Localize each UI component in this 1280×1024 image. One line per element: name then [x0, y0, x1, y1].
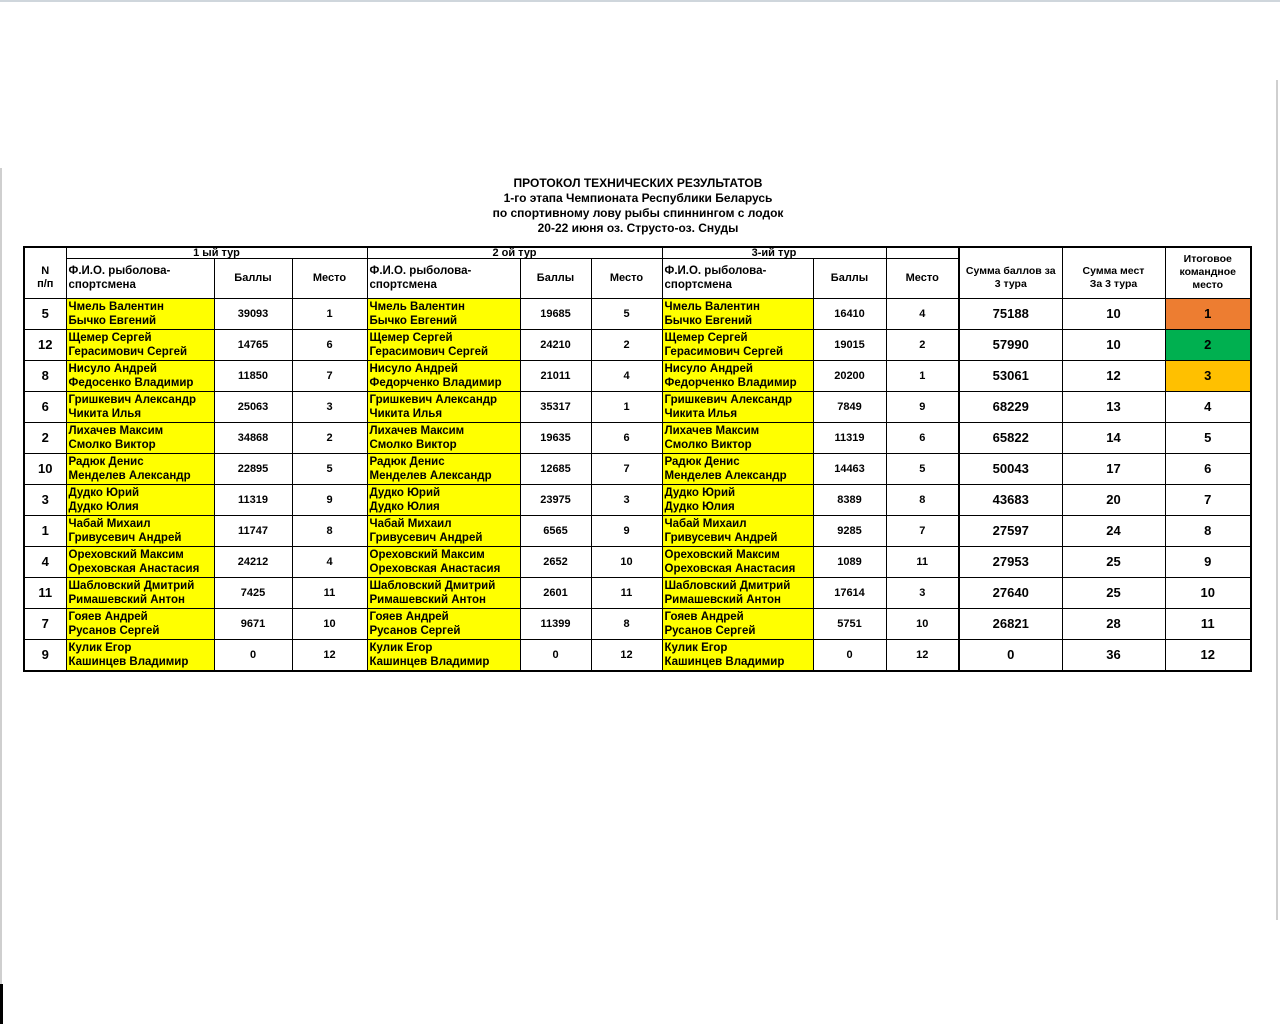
header-fio-1: [66, 259, 214, 299]
table-row: [24, 391, 1251, 422]
round1-name: Шабловский Дмитрий Римашевский Антон: [66, 577, 214, 608]
window-right-edge: [1276, 80, 1278, 920]
header-round-3-place-top: [886, 247, 959, 259]
round2-name: Гояев Андрей Русанов Сергей: [367, 608, 520, 639]
round3-points: 14463: [813, 453, 886, 484]
sum-points: 65822: [959, 422, 1062, 453]
table-row: [24, 422, 1251, 453]
sum-places: 10: [1062, 298, 1165, 329]
round1-place: 2: [292, 422, 367, 453]
title-line-2: 1-го этапа Чемпионата Республики Беларусь: [503, 191, 773, 205]
sum-points: 57990: [959, 329, 1062, 360]
header-fio-1-label: Ф.И.О. рыболова- спортсмена: [68, 265, 171, 292]
final-place: 4: [1165, 391, 1251, 422]
round2-points: 11399: [520, 608, 591, 639]
round3-points: 0: [813, 639, 886, 671]
header-round-2: 2 ой тур: [367, 247, 662, 259]
round3-name: Гришкевич Александр Чикита Илья: [662, 391, 813, 422]
round1-place: 9: [292, 484, 367, 515]
header-place-1: Место: [292, 259, 367, 299]
window-left-edge-dark: [0, 984, 3, 1024]
table-row: [24, 546, 1251, 577]
round1-place: 1: [292, 298, 367, 329]
round2-points: 12685: [520, 453, 591, 484]
team-number: 4: [24, 546, 66, 577]
round3-points: 1089: [813, 546, 886, 577]
final-place: 8: [1165, 515, 1251, 546]
sum-points: 53061: [959, 360, 1062, 391]
round2-name: Чабай Михаил Гривусевич Андрей: [367, 515, 520, 546]
sum-places: 25: [1062, 546, 1165, 577]
round3-name: Ореховский Максим Ореховская Анастасия: [662, 546, 813, 577]
header-n-label: N п/п: [37, 265, 54, 290]
table-row: [24, 329, 1251, 360]
final-place: 7: [1165, 484, 1251, 515]
round3-name: Радюк Денис Менделев Александр: [662, 453, 813, 484]
team-number: 12: [24, 329, 66, 360]
round3-name: Шабловский Дмитрий Римашевский Антон: [662, 577, 813, 608]
header-round-1: 1 ый тур: [66, 247, 367, 259]
round2-points: 0: [520, 639, 591, 671]
round2-place: 6: [591, 422, 662, 453]
sum-places: 17: [1062, 453, 1165, 484]
round1-name: Чабай Михаил Гривусевич Андрей: [66, 515, 214, 546]
header-n-top: [24, 247, 66, 259]
round1-place: 12: [292, 639, 367, 671]
round3-points: 20200: [813, 360, 886, 391]
round3-place: 2: [886, 329, 959, 360]
sum-places: 12: [1062, 360, 1165, 391]
sum-places: 28: [1062, 608, 1165, 639]
results-table: [23, 246, 1252, 672]
round3-points: 19015: [813, 329, 886, 360]
sum-points: 0: [959, 639, 1062, 671]
title-line-4: 20-22 июня оз. Струсто-оз. Снуды: [537, 221, 739, 235]
table-row: [24, 608, 1251, 639]
round1-name: Чмель Валентин Бычко Евгений: [66, 298, 214, 329]
round3-place: 7: [886, 515, 959, 546]
round2-points: 19685: [520, 298, 591, 329]
round3-name: Лихачев Максим Смолко Виктор: [662, 422, 813, 453]
round2-place: 5: [591, 298, 662, 329]
team-number: 6: [24, 391, 66, 422]
round1-points: 11850: [214, 360, 292, 391]
sum-places: 14: [1062, 422, 1165, 453]
team-number: 11: [24, 577, 66, 608]
round1-place: 5: [292, 453, 367, 484]
round3-place: 12: [886, 639, 959, 671]
team-number: 10: [24, 453, 66, 484]
round3-name: Нисуло Андрей Федорченко Владимир: [662, 360, 813, 391]
round3-place: 1: [886, 360, 959, 391]
table-row: [24, 515, 1251, 546]
table-row: [24, 360, 1251, 391]
round2-place: 4: [591, 360, 662, 391]
header-n: [24, 259, 66, 299]
round1-place: 6: [292, 329, 367, 360]
sum-points: 27953: [959, 546, 1062, 577]
table-row: [24, 298, 1251, 329]
sum-points: 68229: [959, 391, 1062, 422]
round2-points: 35317: [520, 391, 591, 422]
sum-places: 24: [1062, 515, 1165, 546]
sum-places: 36: [1062, 639, 1165, 671]
round3-points: 9285: [813, 515, 886, 546]
round1-points: 25063: [214, 391, 292, 422]
header-sum-points: [959, 259, 1062, 299]
round1-points: 22895: [214, 453, 292, 484]
round2-place: 7: [591, 453, 662, 484]
sum-points: 26821: [959, 608, 1062, 639]
round1-place: 8: [292, 515, 367, 546]
round1-points: 0: [214, 639, 292, 671]
round3-name: Щемер Сергей Герасимович Сергей: [662, 329, 813, 360]
round2-name: Нисуло Андрей Федорченко Владимир: [367, 360, 520, 391]
round2-name: Ореховский Максим Ореховская Анастасия: [367, 546, 520, 577]
round3-name: Гояев Андрей Русанов Сергей: [662, 608, 813, 639]
sum-places: 25: [1062, 577, 1165, 608]
window-left-edge: [0, 168, 2, 1024]
team-number: 7: [24, 608, 66, 639]
round2-points: 6565: [520, 515, 591, 546]
round3-points: 5751: [813, 608, 886, 639]
round1-place: 10: [292, 608, 367, 639]
round1-name: Радюк Денис Менделев Александр: [66, 453, 214, 484]
round3-points: 16410: [813, 298, 886, 329]
round1-points: 34868: [214, 422, 292, 453]
final-place: 5: [1165, 422, 1251, 453]
round1-name: Нисуло Андрей Федосенко Владимир: [66, 360, 214, 391]
round3-name: Кулик Егор Кашинцев Владимир: [662, 639, 813, 671]
round1-place: 7: [292, 360, 367, 391]
final-place: 3: [1165, 360, 1251, 391]
round3-place: 5: [886, 453, 959, 484]
final-place: 9: [1165, 546, 1251, 577]
round1-name: Лихачев Максим Смолко Виктор: [66, 422, 214, 453]
header-fio-3-label: Ф.И.О. рыболова- спортсмена: [664, 265, 767, 292]
header-sum-places: [1062, 259, 1165, 299]
header-round-3: 3-ий тур: [662, 247, 886, 259]
title-line-1: ПРОТОКОЛ ТЕХНИЧЕСКИХ РЕЗУЛЬТАТОВ: [513, 176, 763, 190]
round2-points: 21011: [520, 360, 591, 391]
round1-name: Кулик Егор Кашинцев Владимир: [66, 639, 214, 671]
round2-place: 2: [591, 329, 662, 360]
round2-place: 11: [591, 577, 662, 608]
round3-place: 8: [886, 484, 959, 515]
round2-place: 10: [591, 546, 662, 577]
round1-points: 39093: [214, 298, 292, 329]
round2-points: 23975: [520, 484, 591, 515]
final-place: 1: [1165, 298, 1251, 329]
round1-name: Дудко Юрий Дудко Юлия: [66, 484, 214, 515]
sum-places: 10: [1062, 329, 1165, 360]
header-place-2: Место: [591, 259, 662, 299]
header-final-place: [1165, 253, 1251, 293]
header-points-1: Баллы: [214, 259, 292, 299]
title-line-3: по спортивному лову рыбы спиннингом с лодок: [492, 206, 784, 220]
header-points-2: Баллы: [520, 259, 591, 299]
round2-points: 2652: [520, 546, 591, 577]
round1-place: 4: [292, 546, 367, 577]
round3-points: 7849: [813, 391, 886, 422]
header-fio-2-label: Ф.И.О. рыболова- спортсмена: [369, 265, 472, 292]
round1-name: Гришкевич Александр Чикита Илья: [66, 391, 214, 422]
round2-place: 9: [591, 515, 662, 546]
final-place: 10: [1165, 577, 1251, 608]
round1-points: 11319: [214, 484, 292, 515]
round1-points: 11747: [214, 515, 292, 546]
round3-place: 10: [886, 608, 959, 639]
round1-name: Щемер Сергей Герасимович Сергей: [66, 329, 214, 360]
round2-place: 8: [591, 608, 662, 639]
round1-place: 11: [292, 577, 367, 608]
round2-place: 1: [591, 391, 662, 422]
round3-place: 9: [886, 391, 959, 422]
round1-points: 9671: [214, 608, 292, 639]
table-row: [24, 484, 1251, 515]
header-points-3: Баллы: [813, 259, 886, 299]
round3-place: 6: [886, 422, 959, 453]
round1-points: 7425: [214, 577, 292, 608]
round1-points: 14765: [214, 329, 292, 360]
round3-place: 3: [886, 577, 959, 608]
header-final-place-label: Итоговое командное место: [1179, 252, 1236, 291]
final-place: 6: [1165, 453, 1251, 484]
round2-points: 19635: [520, 422, 591, 453]
final-place: 11: [1165, 608, 1251, 639]
team-number: 9: [24, 639, 66, 671]
round2-name: Гришкевич Александр Чикита Илья: [367, 391, 520, 422]
sum-points: 27640: [959, 577, 1062, 608]
round1-place: 3: [292, 391, 367, 422]
sum-points: 75188: [959, 298, 1062, 329]
round2-points: 24210: [520, 329, 591, 360]
team-number: 3: [24, 484, 66, 515]
round3-points: 8389: [813, 484, 886, 515]
round2-name: Шабловский Дмитрий Римашевский Антон: [367, 577, 520, 608]
window-top-edge: [0, 0, 1280, 2]
header-sum-places-top: [1062, 247, 1165, 259]
round1-name: Гояев Андрей Русанов Сергей: [66, 608, 214, 639]
table-row: [24, 577, 1251, 608]
sum-points: 50043: [959, 453, 1062, 484]
table-row: [24, 453, 1251, 484]
round2-name: Дудко Юрий Дудко Юлия: [367, 484, 520, 515]
round1-name: Ореховский Максим Ореховская Анастасия: [66, 546, 214, 577]
round3-place: 11: [886, 546, 959, 577]
sum-places: 20: [1062, 484, 1165, 515]
header-sum-places-label: Сумма мест За 3 тура: [1082, 265, 1145, 290]
round2-name: Чмель Валентин Бычко Евгений: [367, 298, 520, 329]
round3-name: Дудко Юрий Дудко Юлия: [662, 484, 813, 515]
team-number: 1: [24, 515, 66, 546]
final-place: 2: [1165, 329, 1251, 360]
header-fio-3: [662, 259, 813, 299]
round2-place: 3: [591, 484, 662, 515]
round3-name: Чабай Михаил Гривусевич Андрей: [662, 515, 813, 546]
header-fio-2: [367, 259, 520, 299]
sum-points: 43683: [959, 484, 1062, 515]
team-number: 2: [24, 422, 66, 453]
team-number: 5: [24, 298, 66, 329]
team-number: 8: [24, 360, 66, 391]
header-place-3: Место: [886, 259, 959, 299]
round1-points: 24212: [214, 546, 292, 577]
sum-points: 27597: [959, 515, 1062, 546]
final-place: 12: [1165, 639, 1251, 671]
round3-points: 11319: [813, 422, 886, 453]
round3-name: Чмель Валентин Бычко Евгений: [662, 298, 813, 329]
round2-name: Лихачев Максим Смолко Виктор: [367, 422, 520, 453]
header-sum-points-top: [959, 247, 1062, 259]
round2-place: 12: [591, 639, 662, 671]
round2-name: Кулик Егор Кашинцев Владимир: [367, 639, 520, 671]
header-sum-points-label: Сумма баллов за 3 тура: [965, 265, 1056, 290]
table-row: [24, 639, 1251, 671]
round2-name: Радюк Денис Менделев Александр: [367, 453, 520, 484]
round3-place: 4: [886, 298, 959, 329]
round2-points: 2601: [520, 577, 591, 608]
document-title: [24, 176, 1252, 236]
round2-name: Щемер Сергей Герасимович Сергей: [367, 329, 520, 360]
sum-places: 13: [1062, 391, 1165, 422]
round3-points: 17614: [813, 577, 886, 608]
